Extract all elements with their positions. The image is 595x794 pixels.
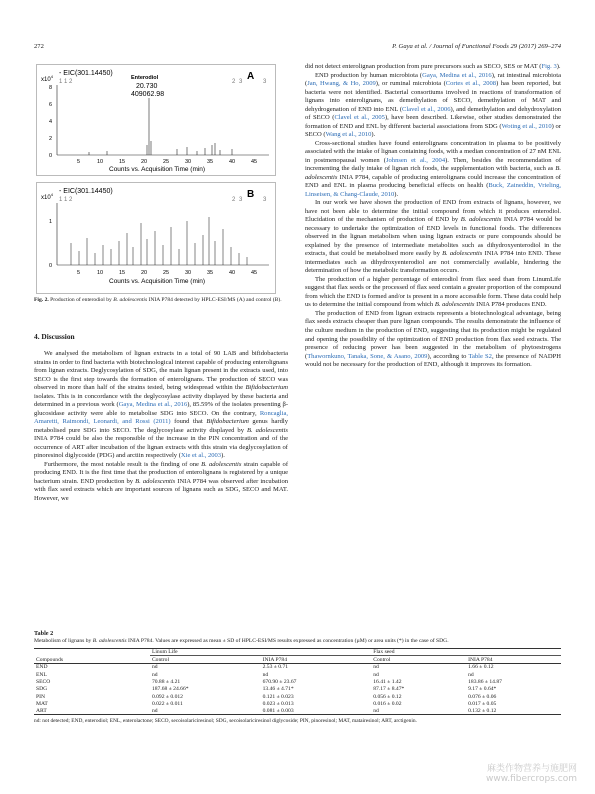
x-ticks-b [77, 270, 257, 276]
citation-link[interactable]: Clavel et al., 2006 [402, 105, 451, 113]
x-axis-label-b: Counts vs. Acquisition Time (min) [109, 278, 206, 285]
citation-link[interactable]: Woting et al., 2010 [501, 122, 552, 130]
x-ticks-a [77, 159, 257, 165]
figure-caption: Fig. 2. Production of enterodiol by B. adolescentis INIA P784 detected by HPLC-ESI/MS (A) and control (B). [34, 297, 282, 303]
column-header-inia: INIA P784 [466, 656, 561, 663]
figure-caption-label: Fig. 2. [34, 297, 49, 303]
svg-text:0: 0 [49, 153, 53, 159]
y-exponent-a: $x10^4$ [41, 74, 53, 83]
table-row: ENL nd nd nd nd [36, 671, 474, 678]
section-heading: 4. Discussion [34, 332, 75, 341]
svg-text:25: 25 [163, 159, 170, 165]
svg-text:35: 35 [207, 270, 214, 276]
right-mark-b3: 3 [263, 197, 267, 203]
svg-text:15: 15 [119, 159, 126, 165]
svg-text:40: 40 [229, 159, 236, 165]
svg-text:5: 5 [77, 159, 81, 165]
table-row: ART nd 0.081 ± 0.003 nd 0.132 ± 0.12 [34, 707, 561, 714]
citation-link[interactable]: Xie et al., 2003 [180, 452, 222, 460]
eic-label-a: - EIC(301.14450) [59, 70, 113, 77]
svg-text:25: 25 [163, 270, 170, 276]
svg-text:45: 45 [251, 159, 258, 165]
chromatogram-b [36, 182, 276, 294]
citation-link[interactable]: Gaya, Medina et al., 2016 [422, 71, 492, 79]
paragraph: Cross-sectional studies have found enterolignans concentration in plasma to be positively associated with the intake of lignan containing foods, with a median concentration of 27 nM ENL in postmenopausal women (Johnsen et al., 2004). Then, besides the recommendation of incrementing the daily intake of lignan rich foods, the supplementation with bacteria, such as B. adolescentis INIA P784, capable of producing enterolignans could increase the concentration of END and ENL in plasma producing beneficial effects on health (Buck, Zaineddin, Vrieling, Linseisen, & Chang-Claude, 2010). [305, 139, 561, 198]
svg-text:10: 10 [97, 270, 104, 276]
svg-text:2: 2 [49, 136, 53, 142]
page-number: 272 [34, 43, 44, 50]
paragraph: In our work we have shown the production of END from extracts of lignans, however, we have not been able to determine the initial compound from which it produces enterodiol. Elucidation of the mechanism of production of END by B. adolescentis INIA P784 would be necessary to undertake the optimization of END levels in functional foods. The differences observed in the lignan metabolism when using lignan extracts or pure compounds should be explained by the presence of intermediate metabolites such as dihydroxyenterodiol in the extracts, that could be metabolised more easily by B. adolescentis INIA P784 into END. These intermediates such as dihydroxyenterodiol are not commercially available, hindering the determination of how the metabolic transformation occurs. [305, 199, 562, 275]
right-column [305, 63, 561, 370]
y-exponent-b: $x10^4$ [41, 192, 53, 201]
peaks-b [71, 217, 247, 265]
svg-text:10: 10 [97, 159, 104, 165]
table-header-cell [34, 649, 150, 656]
watermark-line-1: 麻类作物营养与施肥网 [486, 764, 577, 774]
citation-link[interactable]: Jan, Hwang, & Ho, 2009 [307, 80, 376, 88]
svg-text:5: 5 [77, 270, 81, 276]
paragraph: We analysed the metabolism of lignan extracts in a total of 90 LAB and bifidobacteria strains in order to find bacteria with biotechnological interest capable of producing enterolignans from lignan extracts. Deglycosylation of SDG, the main lignan present in the extracts used, into SECO is the first step towards the formation of enterolignans. The production of SECO was observed in more than half of the strains tested, being widespread within the Bifidobacterium isolates. This is in concordance with the deglycosylase activity displayed by these bacteria and determined in a previous work (Gaya, Medina et al., 2016), 85.59% of the isolates presenting β-glucosidase activity were able to metabolise SDG into SECO. On the contrary, Roncaglia, Amaretti, Raimondi, Leonardi, and Rossi (2011) found that Bifidobacterium genus hardly metabolised pure SDG into SECO. The deglycosylase activity displayed by B. adolescentis INIA P784 could be also the responsible of the increase in the PIN concentration and of the occurrence of ART after incubation of the lignan extracts with this strain via deglycosylation of pinoresinol diglycoside (PDG) and arctiin respectively (Xie et al., 2003). [34, 350, 288, 460]
peak-area: 409062.98 [131, 91, 165, 98]
watermark-line-2: www.fibercrops.com [486, 774, 577, 784]
citation-link[interactable]: Buck, Zaineddin, Vrieling, Linseisen, & Chang-Claude, 2010 [305, 182, 561, 198]
table-footnote: nd: not detected; END, enterodiol; ENL, enterolactone; SECO, secoisolariciresinol; SDG, secoisolariciresinol diglycoside; PIN, pinoresinol; MAT, matairesinol; ART, arctigenin. [34, 717, 417, 724]
table-row: END nd 2.53 ± 0.71 nd 1.66 ± 0.12 [36, 664, 494, 671]
svg-text:8: 8 [49, 85, 53, 91]
ion-marks-a: 1 1 2 [59, 79, 73, 85]
paragraph: END production by human microbiota (Gaya, Medina et al., 2016), rat intestinal microbiota (Jan, Hwang, & Ho, 2009), or ruminal microbiota (Cortes et al., 2008) has been reported, but bacteria were not identified. Bacterial consortiums involved in reactions of transformation of lignans into enterolignans, as demethylation of SECO, demethylation of MAT and dehydrogenation of END into ENL (Clavel et al., 2006), and demethylation and dehydroxylation of SECO (Clavel et al., 2005), have been described. Likewise, other studies demonstrated the formation of END and ENL by different bacterial associations from SDG (Woting et al., 2010) or SECO (Wang et al., 2010). [305, 71, 561, 139]
eic-label-b: - EIC(301.14450) [59, 188, 113, 195]
right-mark-a2: 3 [239, 79, 243, 85]
right-mark-b1: 2 [232, 197, 236, 203]
citation-link[interactable]: Cortes et al., 2008 [445, 80, 497, 88]
metabolism-table [34, 648, 561, 715]
table-row: MAT 0.022 ± 0.011 0.023 ± 0.013 0.016 ± 0.02 0.017 ± 0.05 [36, 700, 497, 707]
results-table [34, 630, 561, 725]
table-row: PIN 0.092 ± 0.012 0.121 ± 0.023 0.056 ± 0.12 0.076 ± 0.06 [36, 693, 497, 700]
table-row: SECO 70.88 ± 4.21 670.90 ± 23.67 16.41 ± 1.42 183.86 ± 14.87 [36, 678, 502, 685]
right-mark-a1: 2 [232, 79, 236, 85]
right-mark-b2: 3 [239, 197, 243, 203]
compound-label: Enterodiol [131, 75, 159, 81]
svg-text:1: 1 [49, 219, 53, 225]
paragraph: The production of END from lignan extracts represents a biotechnological advantage, being flax seeds extracts cheaper than pure lignan compounds. The results demonstrate the influence of the culture medium in the production of END, suggesting that its production might be regulated and opening the possibility of the optimization of END production from flax seed extracts. The presence of reducing power has been suggested in the metabolism of phytoestrogens (Thawornkuno, Tanaka, Sone, & Asano, 2009), according to Table S2, the presence of NADPH would not be necessary for the production of END, although it improves its formation. [305, 309, 562, 369]
column-header-inia: INIA P784 [261, 656, 372, 663]
left-column [34, 350, 288, 503]
column-header-compounds: Compounds [34, 656, 150, 663]
ion-marks-b: 1 1 2 [59, 197, 73, 203]
x-axis-label-a: Counts vs. Acquisition Time (min) [109, 166, 206, 173]
page-header [34, 43, 561, 55]
group-header-linumlife: Linum Life [150, 649, 371, 656]
citation-link[interactable]: Roncaglia, Amaretti, Raimondi, Leonardi, and Rossi (2011) [34, 409, 288, 426]
figure-link[interactable]: Fig. 3 [541, 63, 557, 70]
svg-text:20: 20 [141, 159, 148, 165]
peaks-a [89, 98, 232, 155]
watermark [486, 764, 577, 784]
retention-time: 20.730 [136, 83, 158, 90]
svg-text:40: 40 [229, 270, 236, 276]
citation-link[interactable]: Johnsen et al., 2004 [385, 156, 446, 164]
svg-text:0: 0 [49, 263, 53, 269]
column-header-control: Control [371, 656, 466, 663]
svg-text:6: 6 [49, 102, 53, 108]
chromatogram-a [36, 64, 276, 176]
svg-text:30: 30 [185, 159, 192, 165]
citation-link[interactable]: Gaya, Medina et al., 2016 [118, 401, 188, 409]
svg-text:35: 35 [207, 159, 214, 165]
paragraph: The production of a higher percentage of enterodiol from flax seed than from LinumLife suggest that flax seeds or the processed of flax seed contain a greater proportion of the compound from which the END is formed and/or is present in a more accessible form. These data could help us to determine the initial compound from which B. adolescentis INIA P784 produces END. [305, 275, 561, 309]
citation-link[interactable]: Wang et al., 2010 [325, 131, 372, 139]
chromatogram-a-plot [37, 65, 275, 175]
citation-link[interactable]: Clavel et al., 2005 [334, 114, 385, 122]
right-mark-a3: 3 [263, 79, 267, 85]
table-caption: Metabolism of lignans by B. adolescentis INIA P784. Values are expressed as mean ± SD of HPLC-ESI/MS results expressed as concentration (µM) or area units (*) in the case of SDG. [34, 638, 449, 644]
svg-text:15: 15 [119, 270, 126, 276]
column-header-control: Control [150, 656, 261, 663]
svg-text:30: 30 [185, 270, 192, 276]
panel-label-b: B [247, 189, 255, 200]
chromatogram-b-plot [37, 183, 275, 293]
table-row: SDG 187.68 ± 24.66* 13.46 ± 4.71* 87.17 ± 8.47* 9.17 ± 0.64* [36, 686, 497, 693]
panel-label-a: A [247, 71, 255, 82]
citation-link[interactable]: Thawornkuno, Tanaka, Sone, & Asano, 2009 [307, 352, 428, 360]
svg-text:20: 20 [141, 270, 148, 276]
table-title: Table 2 [34, 630, 54, 637]
journal-citation: P. Gaya et al. / Journal of Functional Foods 29 (2017) 269–274 [392, 43, 561, 50]
paragraph: did not detect enterolignan production from pure precursors such as SECO, SES or MAT (Fig. 3). [305, 63, 561, 70]
y-ticks-b [49, 219, 52, 269]
svg-text:4: 4 [49, 119, 53, 125]
group-header-flaxseed: Flax seed [371, 649, 561, 656]
paragraph: Furthermore, the most notable result is the finding of one B. adolescentis strain capable of producing END. It is the first time that the production of enterolignans is registered by a unique bacterium strain. END production by B. adolescentis INIA P784 was observed after incubation with flax seed extracts which are important sources of lignans such as SDG, SECO and MAT. However, we [34, 460, 288, 502]
table-link[interactable]: Table S2 [468, 352, 492, 360]
y-ticks-a [49, 85, 52, 159]
svg-text:45: 45 [251, 270, 258, 276]
